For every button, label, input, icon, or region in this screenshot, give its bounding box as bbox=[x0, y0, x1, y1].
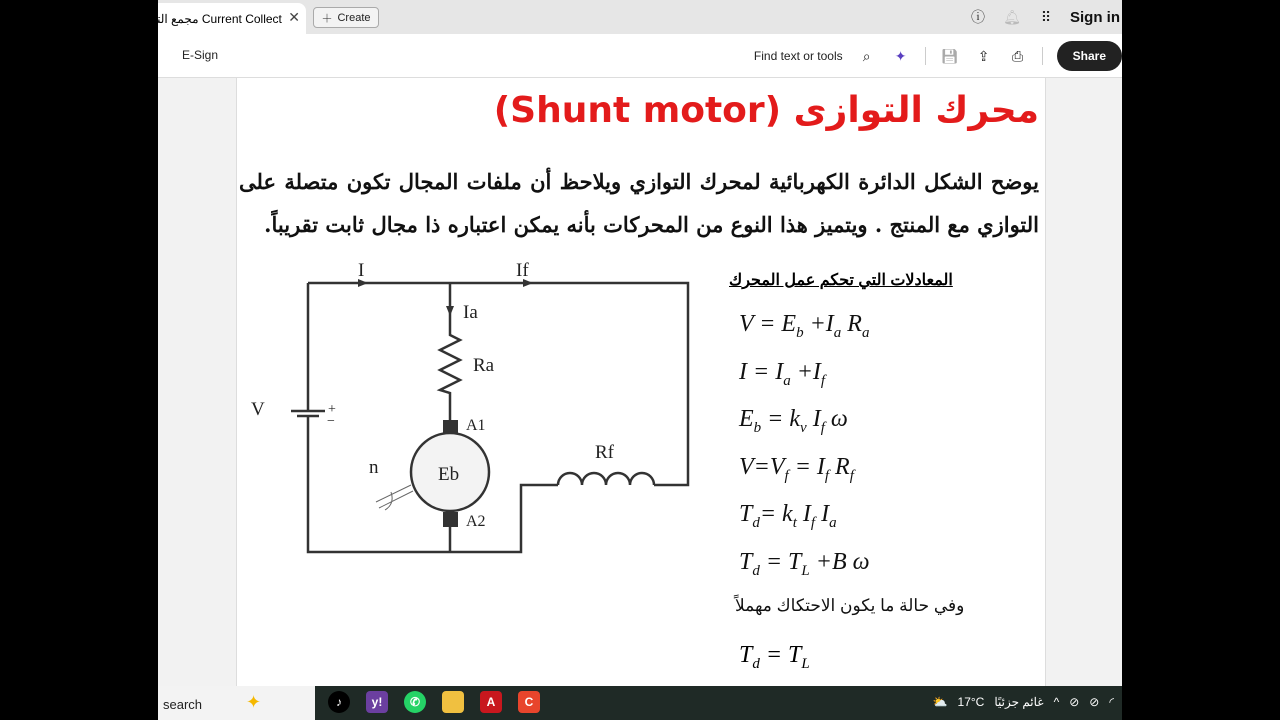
equation-term: R bbox=[829, 453, 850, 480]
equation-term: I bbox=[815, 501, 830, 527]
equation-term: = k bbox=[761, 406, 801, 432]
taskbar bbox=[158, 686, 1122, 720]
create-button[interactable] bbox=[313, 7, 379, 28]
intro-paragraph: يوضح الشكل الدائرة الكهربائية لمحرك التوازي ويلاحظ أن ملفات المجال تكون متصلة على التوازي مع المنتج . ويتميز هذا النوع من المحركات بأنه يمكن اعتباره ذا مجال ثابت تقريباً. bbox=[239, 169, 1039, 237]
search-icon[interactable]: ⌕ bbox=[862, 47, 871, 64]
equation-subscript: f bbox=[820, 419, 825, 436]
label-plus: + bbox=[328, 402, 336, 417]
bell-icon[interactable]: 🔔︎ bbox=[1003, 8, 1021, 25]
search-label: search bbox=[163, 697, 203, 712]
temperature[interactable]: 17°C bbox=[957, 695, 985, 709]
equation-term: +I bbox=[803, 311, 834, 337]
equation-subscript: f bbox=[820, 372, 826, 389]
equation-subscript: f bbox=[849, 467, 854, 484]
toolbar bbox=[158, 34, 1122, 78]
equation-term: +I bbox=[790, 358, 821, 385]
yahoo-icon[interactable]: y! bbox=[366, 691, 388, 713]
arrow-icon bbox=[358, 279, 533, 316]
equation bbox=[739, 406, 870, 454]
file-explorer-icon[interactable] bbox=[442, 691, 464, 713]
page-title: محرك التوازى (Shunt motor) bbox=[493, 90, 1039, 131]
acrobat-icon[interactable]: A bbox=[480, 691, 502, 713]
pdf-page bbox=[236, 78, 1046, 686]
network-off-icon[interactable]: ⊘ bbox=[1069, 695, 1080, 709]
plus-icon: ＋ bbox=[321, 12, 333, 25]
taskbar-search[interactable] bbox=[158, 686, 315, 720]
tab-document[interactable] bbox=[144, 3, 306, 34]
tab-label: مجمع التيار Current Collect bbox=[144, 11, 282, 26]
find-text-or-tools[interactable]: Find text or tools bbox=[753, 49, 843, 63]
equation-subscript: a bbox=[829, 514, 837, 531]
equation-term: = T bbox=[759, 642, 802, 668]
equation-term: = I bbox=[788, 453, 825, 480]
equation-subscript: t bbox=[792, 514, 797, 531]
equation-term: T bbox=[739, 548, 753, 575]
weather-text[interactable]: غائم جزئيًا bbox=[994, 695, 1044, 709]
equation-subscript: d bbox=[752, 514, 760, 531]
tiktok-icon[interactable]: ♪ bbox=[328, 691, 350, 713]
equation bbox=[739, 549, 870, 597]
label-Rf: Rf bbox=[595, 442, 614, 463]
label-Ra: Ra bbox=[473, 355, 495, 376]
label-Eb: Eb bbox=[438, 464, 460, 485]
equations-heading: المعادلات التي تحكم عمل المحرك bbox=[729, 272, 953, 289]
equation-subscript: f bbox=[810, 514, 816, 531]
brush-a2 bbox=[443, 512, 458, 527]
label-A1: A1 bbox=[466, 417, 486, 434]
apps-grid-icon[interactable]: ⠿ bbox=[1040, 8, 1052, 25]
equation-subscript: d bbox=[752, 655, 760, 672]
divider bbox=[925, 47, 926, 65]
wifi-icon[interactable]: ◜ bbox=[1109, 695, 1114, 709]
close-icon[interactable]: ✕ bbox=[288, 9, 300, 25]
volume-off-icon[interactable]: ⊘ bbox=[1089, 695, 1100, 709]
equation-subscript: a bbox=[783, 372, 791, 389]
equation-subscript: a bbox=[861, 324, 870, 341]
equation-term: T bbox=[739, 501, 753, 527]
share-button[interactable]: Share bbox=[1057, 41, 1122, 71]
equation-term: I bbox=[806, 406, 821, 432]
equation-term: T bbox=[739, 642, 753, 668]
create-label: Create bbox=[337, 11, 371, 24]
field-coil bbox=[558, 473, 654, 485]
equation-subscript: b bbox=[753, 419, 762, 436]
label-If: If bbox=[516, 260, 529, 281]
equation-subscript: L bbox=[801, 562, 810, 579]
equation-term: +B ω bbox=[809, 548, 870, 575]
weather-icon[interactable]: ⛅ bbox=[932, 695, 948, 709]
equation-term: E bbox=[739, 406, 754, 432]
label-A2: A2 bbox=[466, 513, 486, 530]
label-minus: − bbox=[327, 414, 335, 429]
final-equation bbox=[739, 642, 810, 673]
label-I: I bbox=[358, 260, 365, 281]
equation-subscript: a bbox=[833, 324, 842, 341]
equation bbox=[739, 311, 870, 359]
label-n: n bbox=[369, 457, 379, 478]
label-V: V bbox=[251, 399, 265, 420]
equation-subscript: v bbox=[800, 419, 807, 436]
circuit-wire bbox=[308, 283, 688, 552]
equation-term: = k bbox=[759, 501, 793, 527]
shunt-motor-circuit bbox=[241, 250, 701, 560]
chevron-up-icon[interactable]: ^ bbox=[1053, 695, 1060, 709]
ai-assistant-icon[interactable]: ✦ bbox=[894, 47, 907, 64]
copilot-sparkle-icon: ✦ bbox=[246, 692, 262, 712]
equation bbox=[739, 359, 870, 407]
rotation-arrow-icon bbox=[376, 485, 413, 510]
equation bbox=[739, 501, 870, 549]
equation-term: ω bbox=[824, 406, 848, 432]
divider bbox=[1042, 47, 1043, 65]
sign-in-button[interactable]: Sign in bbox=[1070, 8, 1120, 26]
equation-subscript: f bbox=[784, 467, 789, 484]
equation-subscript: L bbox=[801, 655, 810, 672]
save-icon[interactable]: 💾︎ bbox=[940, 47, 959, 64]
capcut-icon[interactable]: C bbox=[518, 691, 540, 713]
help-icon[interactable]: ⓘ bbox=[971, 9, 985, 25]
equation-subscript: b bbox=[796, 324, 804, 341]
equation-subscript: f bbox=[824, 467, 830, 484]
friction-note: وفي حالة ما يكون الاحتكاك مهملاً bbox=[735, 596, 965, 615]
equation-subscript: d bbox=[752, 562, 760, 579]
equations-list bbox=[739, 311, 870, 596]
e-sign-menu[interactable]: E-Sign bbox=[182, 48, 219, 62]
equation-term: V = E bbox=[739, 311, 797, 337]
equation bbox=[739, 454, 870, 502]
equation-term: I bbox=[796, 501, 811, 527]
whatsapp-icon[interactable]: ✆ bbox=[404, 691, 426, 713]
tab-bar bbox=[144, 0, 1122, 34]
print-icon[interactable]: ⎙ bbox=[1012, 47, 1024, 64]
label-Ia: Ia bbox=[463, 302, 478, 323]
equation-term: = T bbox=[759, 548, 802, 575]
equation-term: I = I bbox=[739, 358, 784, 385]
equation-term: V=V bbox=[739, 453, 785, 480]
equation-term: R bbox=[841, 311, 862, 337]
upload-cloud-icon[interactable]: ⇪ bbox=[977, 47, 990, 64]
acrobat-window bbox=[144, 0, 1122, 720]
